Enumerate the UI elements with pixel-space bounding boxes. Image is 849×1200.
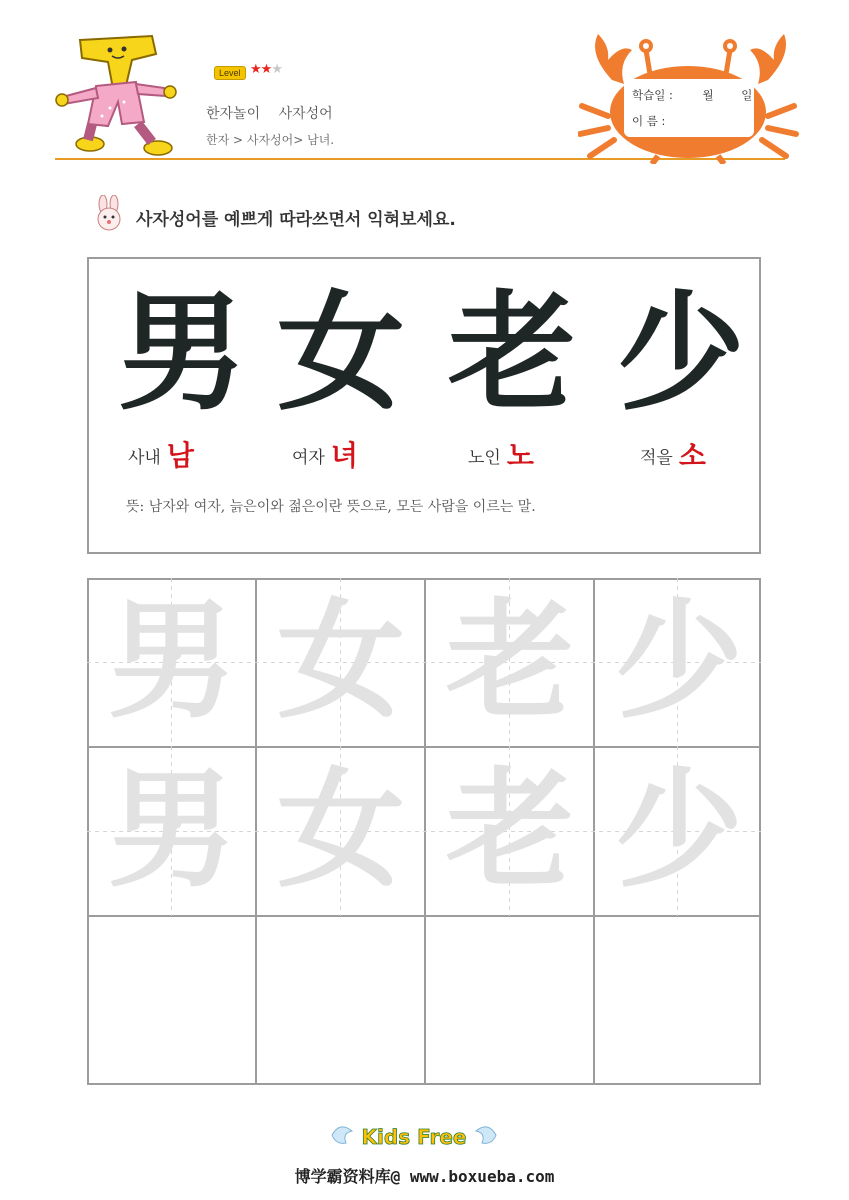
trace-char: 老 (445, 586, 574, 736)
reading-sound: 남 (166, 439, 194, 472)
reading-4 (640, 434, 706, 474)
breadcrumb: 한자 > 사자성어> 남녀. (206, 133, 335, 147)
reading-3 (468, 434, 534, 474)
kids-free-logo-text: Kids Free (361, 1125, 467, 1149)
reading-meaning: 노인 (468, 448, 501, 468)
level-badge: Level (214, 66, 246, 80)
trace-char: 少 (614, 755, 743, 905)
reading-meaning: 여자 (292, 448, 325, 468)
reading-1 (128, 434, 194, 474)
star-empty-icon: ★ (271, 62, 282, 77)
trace-char: 男 (107, 755, 236, 905)
hanja-char-2: 女 (277, 278, 406, 428)
hanja-char-1: 男 (118, 278, 247, 428)
watermark-text: 博学霸资料库@ www.boxueba.com (294, 1167, 555, 1186)
hanja-char-3: 老 (448, 278, 577, 428)
name-row (632, 113, 665, 129)
hanja-char-4: 少 (617, 278, 746, 428)
instruction-text: 사자성어를 예쁘게 따라쓰면서 익혀보세요. (136, 210, 456, 230)
kids-free-logo (328, 1117, 500, 1153)
trace-char: 男 (107, 586, 236, 736)
star-icon: ★ (260, 62, 272, 77)
study-date-label: 학습일 : (632, 88, 673, 102)
reading-meaning: 적을 (640, 448, 673, 468)
study-info-card (624, 79, 754, 137)
mascot-illustration (52, 32, 182, 162)
series-subcategory: 사자성어 (278, 106, 333, 122)
reading-2 (292, 434, 358, 474)
series-title (206, 103, 347, 123)
trace-char: 女 (276, 755, 405, 905)
day-label: 일 (741, 88, 753, 102)
bunny-icon (92, 195, 126, 231)
star-icon: ★ (250, 62, 261, 77)
trace-char: 少 (614, 586, 743, 736)
trace-char: 老 (445, 755, 574, 905)
reading-sound: 노 (506, 439, 534, 472)
reading-sound: 녀 (330, 439, 358, 472)
reading-meaning: 사내 (128, 448, 161, 468)
level-stars (250, 62, 282, 77)
month-label: 월 (702, 88, 714, 102)
study-date-row (632, 87, 752, 103)
idiom-definition: 뜻: 남자와 여자, 늙은이와 젊은이란 뜻으로, 모든 사람을 이르는 말. (126, 499, 536, 515)
reading-sound: 소 (678, 439, 706, 472)
name-label: 이 름 : (632, 114, 666, 128)
trace-char: 女 (276, 586, 405, 736)
series-category: 한자놀이 (206, 106, 261, 122)
